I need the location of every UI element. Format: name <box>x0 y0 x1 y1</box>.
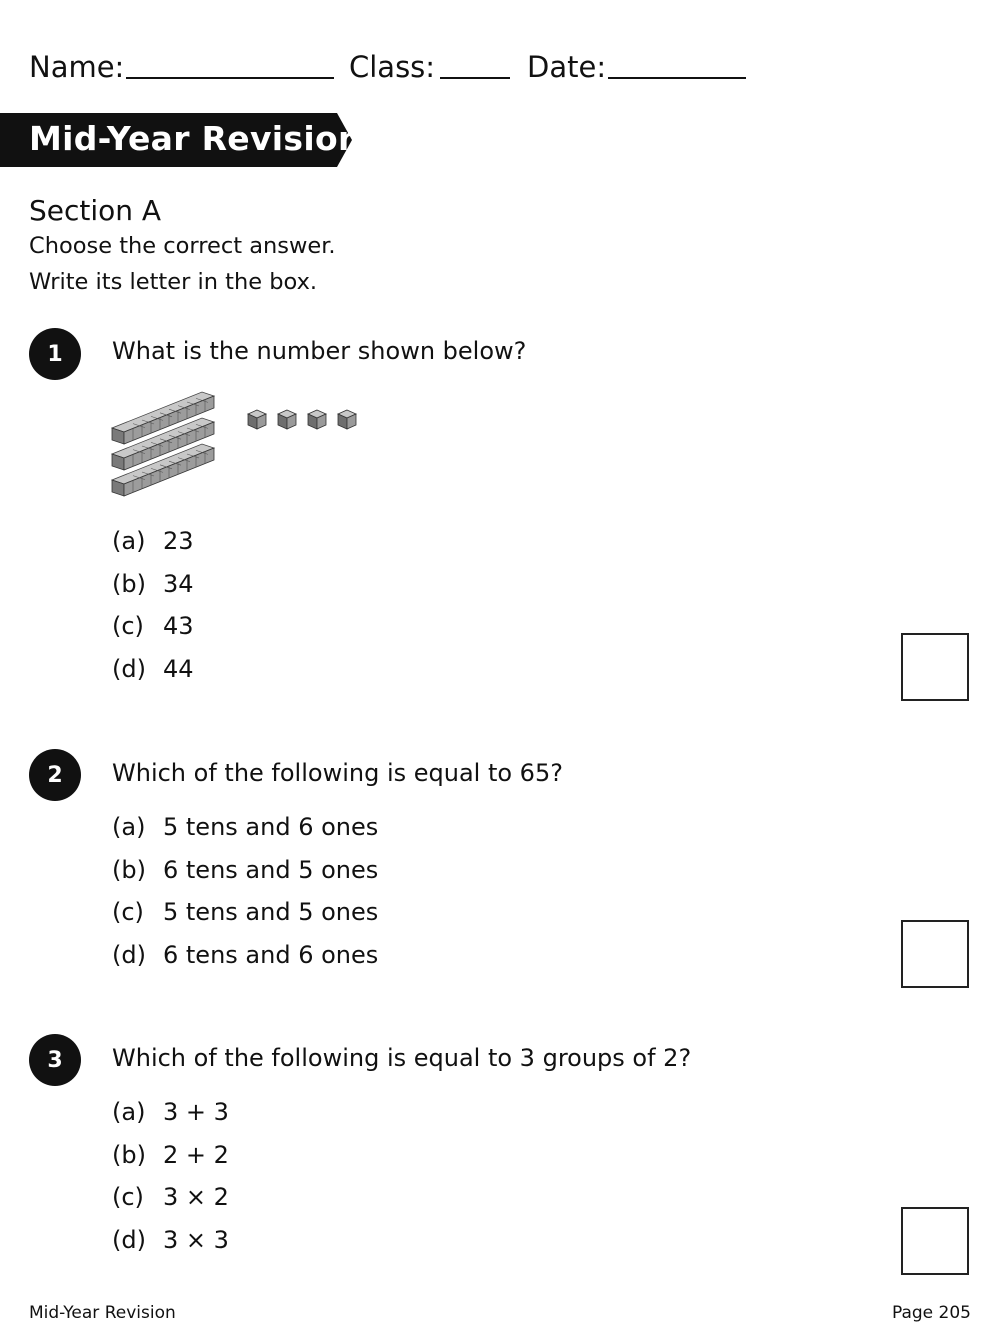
option-text: 34 <box>163 570 194 598</box>
answer-box[interactable] <box>901 633 969 701</box>
option-label: (c) <box>112 612 144 640</box>
answer-box[interactable] <box>901 920 969 988</box>
option-text: 6 tens and 5 ones <box>163 856 379 884</box>
question-text: Which of the following is equal to 3 groups of 2? <box>112 1044 692 1072</box>
option-label: (d) <box>112 655 146 683</box>
instruction-line-1: Choose the correct answer. <box>29 233 336 259</box>
option-label: (d) <box>112 941 146 969</box>
option-label: (a) <box>112 527 146 555</box>
option-text: 3 × 3 <box>163 1226 229 1254</box>
base-ten-blocks-illustration <box>110 382 370 502</box>
option-label: (d) <box>112 1226 146 1254</box>
one-cube <box>338 410 356 429</box>
page-title: Mid-Year Revision <box>29 119 362 158</box>
option-label: (a) <box>112 1098 146 1126</box>
option-label: (b) <box>112 1141 146 1169</box>
section-title: Section A <box>29 194 162 227</box>
answer-box[interactable] <box>901 1207 969 1275</box>
option-label: (a) <box>112 813 146 841</box>
option-label: (c) <box>112 898 144 926</box>
name-field[interactable] <box>126 77 334 79</box>
class-label: Class: <box>349 50 436 84</box>
option-label: (b) <box>112 856 146 884</box>
option-text: 23 <box>163 527 194 555</box>
option-text: 5 tens and 6 ones <box>163 813 379 841</box>
one-cube <box>308 410 326 429</box>
option-text: 6 tens and 6 ones <box>163 941 379 969</box>
date-label: Date: <box>527 50 607 84</box>
option-text: 43 <box>163 612 194 640</box>
option-text: 3 + 3 <box>163 1098 229 1126</box>
page-number: Page 205 <box>891 1303 971 1323</box>
option-text: 2 + 2 <box>163 1141 229 1169</box>
instruction-line-2: Write its letter in the box. <box>29 269 318 295</box>
option-label: (c) <box>112 1183 144 1211</box>
footer-title: Mid-Year Revision <box>29 1303 176 1323</box>
question-number-badge: 1 <box>29 328 81 380</box>
question-text: What is the number shown below? <box>112 337 527 365</box>
option-text: 5 tens and 5 ones <box>163 898 379 926</box>
name-label: Name: <box>29 50 125 84</box>
option-text: 44 <box>163 655 194 683</box>
date-field[interactable] <box>608 77 746 79</box>
option-text: 3 × 2 <box>163 1183 229 1211</box>
one-cube <box>248 410 266 429</box>
question-number-badge: 3 <box>29 1034 81 1086</box>
option-label: (b) <box>112 570 146 598</box>
one-cube <box>278 410 296 429</box>
question-number-badge: 2 <box>29 749 81 801</box>
question-text: Which of the following is equal to 65? <box>112 759 563 787</box>
class-field[interactable] <box>440 77 510 79</box>
